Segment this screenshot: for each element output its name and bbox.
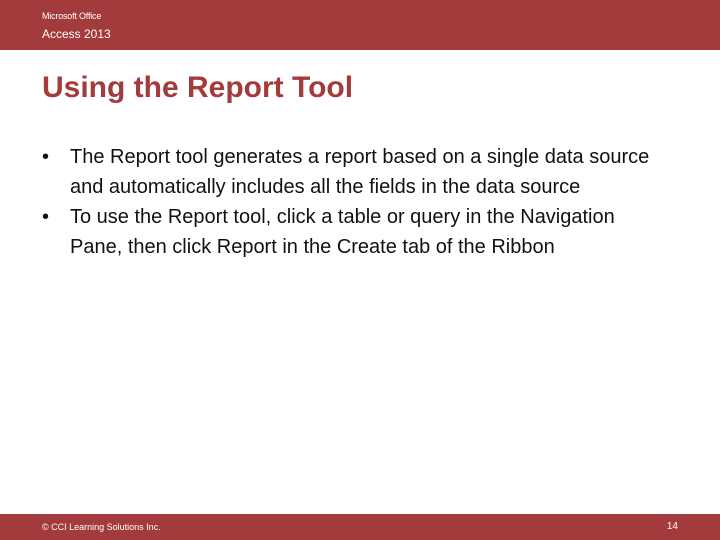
- top-banner: [0, 0, 720, 50]
- brand-label: Microsoft Office: [42, 11, 102, 21]
- bullet-item: [42, 142, 672, 202]
- page-number: 14: [666, 521, 678, 532]
- product-label: Access 2013: [42, 27, 111, 41]
- bullet-item: [42, 202, 672, 262]
- copyright-label: © CCI Learning Solutions Inc.: [42, 522, 161, 532]
- bullet-text: To use the Report tool, click a table or query in the Navigation Pane, then click Report in the Create tab of the Ribbon: [70, 206, 615, 258]
- bullet-list: [42, 142, 672, 262]
- bullet-marker: •: [42, 146, 50, 168]
- bullet-text: The Report tool generates a report based on a single data source and automatically includes all the fields in the data source: [70, 146, 650, 198]
- slide-title: Using the Report Tool: [42, 71, 354, 104]
- bullet-marker: •: [42, 206, 50, 228]
- bottom-banner: [0, 514, 720, 540]
